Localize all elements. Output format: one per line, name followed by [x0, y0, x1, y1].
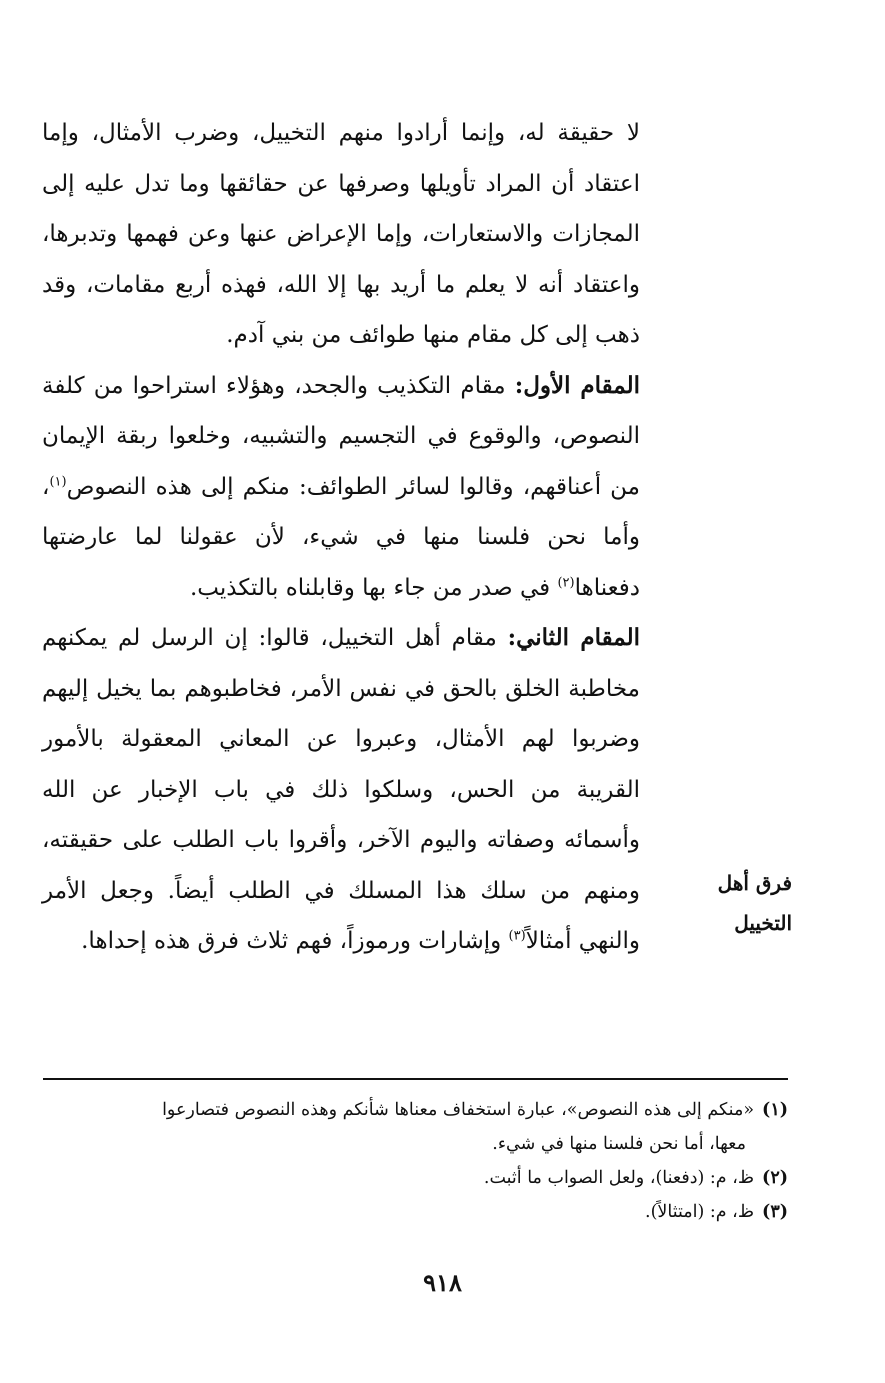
- paragraph-3: [42, 613, 640, 967]
- footnote-ref-2: (٢): [557, 574, 575, 590]
- footnote-divider: [43, 1078, 788, 1080]
- main-text: [42, 108, 640, 967]
- footnote-3-number: (٣): [762, 1202, 788, 1222]
- footnote-2-number: (٢): [762, 1168, 788, 1188]
- footnote-3-text: ظ، م: (امتثالاً).: [645, 1202, 755, 1222]
- footnotes: [38, 1093, 788, 1229]
- footnote-1: [38, 1093, 788, 1127]
- footnote-2-text: ظ، م: (دفعنا)، ولعل الصواب ما أثبت.: [483, 1168, 755, 1188]
- footnote-1-text: «منكم إلى هذه النصوص»، عبارة استخفاف معناها شأنكم وهذه النصوص فتصارعوا: [162, 1100, 755, 1120]
- footnote-1-number: (١): [762, 1100, 788, 1120]
- paragraph-3-text-a: مقام أهل التخييل، قالوا: إن الرسل لم يمكنهم مخاطبة الخلق بالحق في نفس الأمر، فخاطبوهم بما يخيل إليهم وضربوا لهم الأمثال، وعبروا عن المعاني المعقولة بالأمور القريبة من الحس، وسلكوا ذلك في باب الإخبار عن الله وأسمائه وصفاته واليوم الآخر، وأقروا باب الطلب على حقيقته، ومنهم من سلك هذا المسلك في الطلب أيضاً. وجعل الأمر والنهي أمثالاً: [42, 625, 640, 954]
- paragraph-1: [42, 108, 640, 361]
- margin-note: فرق أهل التخييل: [717, 871, 792, 935]
- paragraph-1-text: لا حقيقة له، وإنما أرادوا منهم التخييل، وضرب الأمثال، وإما اعتقاد أن المراد تأويلها وصرفها عن حقائقها وما تدل عليه إلى المجازات والاستعارات، وإما الإعراض عنها وعن فهمها وتدبرها، واعتقاد أنه لا يعلم ما أريد بها إلا الله، فهذه أربع مقامات، وقد ذهب إلى كل مقام منها طوائف من بني آدم.: [42, 120, 640, 348]
- page-number: ٩١٨: [423, 1268, 462, 1297]
- paragraph-2: [42, 361, 640, 614]
- paragraph-2-text-c: في صدر من جاء بها وقابلناه بالتكذيب.: [189, 574, 558, 601]
- paragraph-2-text-b: ، وأما نحن فلسنا منها في شيء، لأن عقولنا لما عارضتها دفعناها: [42, 473, 640, 601]
- footnote-ref-1: (١): [49, 473, 67, 489]
- footnote-3: [38, 1195, 788, 1229]
- footnote-2: [38, 1161, 788, 1195]
- paragraph-2-text-a: مقام التكذيب والجحد، وهؤلاء استراحوا من كلفة النصوص، والوقوع في التجسيم والتشبيه، وخلعوا ربقة الإيمان من أعناقهم، وقالوا لسائر الطوائف: منكم إلى هذه النصوص: [42, 372, 640, 500]
- paragraph-3-heading: المقام الثاني:: [507, 624, 640, 651]
- paragraph-2-heading: المقام الأول:: [514, 371, 640, 399]
- footnote-ref-3: (٣): [508, 928, 526, 944]
- paragraph-3-text-b: وإشارات ورموزاً، فهم ثلاث فرق هذه إحداها.: [81, 928, 509, 954]
- footnote-1-continuation: معها، أما نحن فلسنا منها في شيء.: [492, 1134, 746, 1154]
